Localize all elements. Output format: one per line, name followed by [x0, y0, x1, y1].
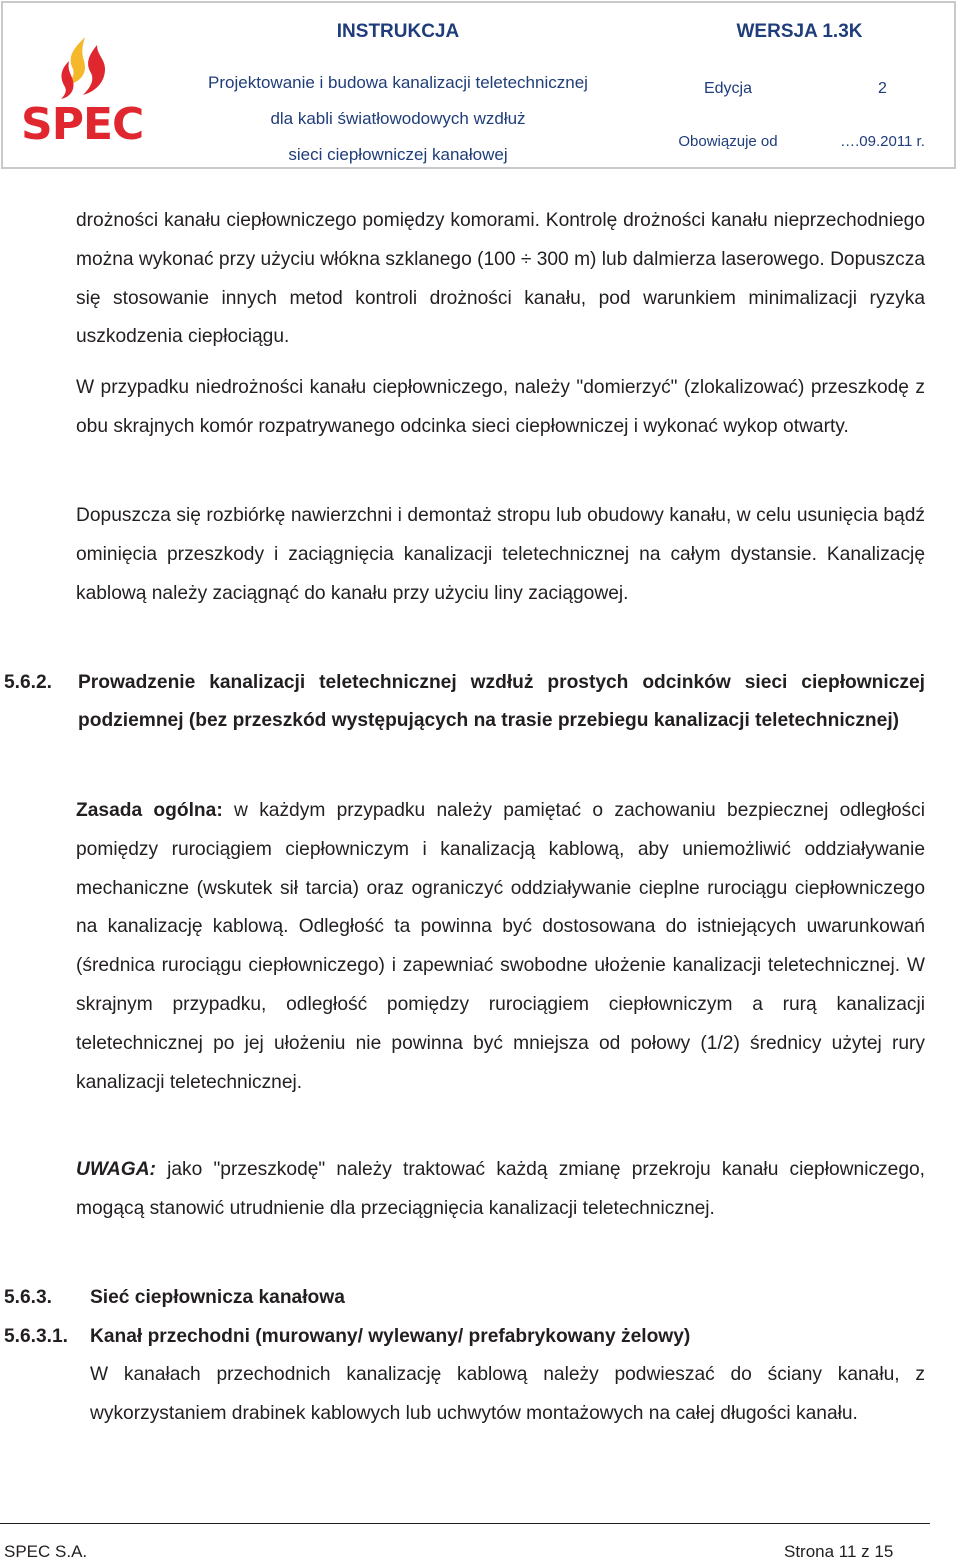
general-rule-text: w każdym przypadku należy pamiętać o zachowaniu bezpiecznej odległości pomiędzy rurociągiem ciepłowniczym i kanalizacją kablową, aby uniemożliwić oddziaływanie mechaniczne (wskutek sił tarcia) oraz ograniczyć oddziaływanie cieplne rurociągu ciepłowniczego na kanalizację kablową. Odległość ta powinna być dostosowana do istniejących uwarunkowań (średnica rurociągu ciepłowniczego) i zapewniać swobodne ułożenie kanalizacji teletechnicznej. W skrajnym przypadku, odległość pomiędzy rurociągiem ciepłowniczym a rurą kanalizacji teletechnicznej po jej ułożeniu nie powinna być mniejsza od połowy (1/2) średnicy użytej rury kanalizacji teletechnicznej. — [76, 800, 925, 1093]
valid-from-value-cell — [811, 116, 954, 167]
logo-wordmark: SPEC — [21, 99, 144, 150]
spec-logo — [15, 33, 144, 150]
paragraph-1: drożności kanału ciepłowniczego pomiędzy komorami. Kontrolę drożności kanału nieprzechodniego można wykonać przy użyciu włókna szklanego (100 ÷ 300 m) lub dalmierza laserowego. Dopuszcza się stosowanie innych metod kontroli drożności kanału, pod warunkiem minimalizacji ryzyka uszkodzenia ciepłociągu. — [76, 210, 925, 348]
section-5-6-3-1-number: 5.6.3.1. — [4, 1326, 69, 1347]
document-header — [1, 1, 956, 169]
project-title — [151, 61, 645, 173]
paragraph-3: Dopuszcza się rozbiórkę nawierzchni i demontaż stropu lub obudowy kanału, w celu usunięcia bądź ominięcia przeszkody i zaciągnięcia kanalizacji teletechnicznej na całym dystansie. Kanalizację kablową należy zaciągnąć do kanału przy użyciu liny zaciągowej. — [76, 505, 925, 604]
project-title-line-3: sieci ciepłowniczej kanałowej — [288, 145, 508, 164]
version-cell — [645, 3, 954, 61]
paragraph-2: W przypadku niedrożności kanału ciepłowniczego, należy "domierzyć" (zlokalizować) przeszkodę z obu skrajnych komór rozpatrywanego odcinka sieci ciepłowniczej i wykonać wykop otwarty. — [76, 377, 925, 437]
valid-from-label-cell — [645, 116, 811, 167]
note-paragraph — [76, 1151, 925, 1229]
edition-label-cell — [645, 61, 811, 116]
valid-from-value: ….09.2011 r. — [840, 133, 925, 150]
project-title-cell — [151, 61, 645, 167]
valid-from-label: Obowiązuje od — [678, 133, 778, 150]
paragraph-last: W kanałach przechodnich kanalizację kablową należy podwieszać do ściany kanału, z wykorzystaniem drabinek kablowych lub uchwytów montażowych na całej długości kanału. — [90, 1364, 925, 1424]
footer-divider — [0, 1523, 930, 1524]
note-text: jako "przeszkodę" należy traktować każdą zmianę przekroju kanału ciepłowniczego, mogącą stanowić utrudnienie dla przeciągnięcia kanalizacji teletechnicznej. — [76, 1159, 925, 1219]
edition-label: Edycja — [703, 79, 753, 97]
edition-value: 2 — [878, 79, 887, 97]
footer-page-number: Strona 11 z 15 — [784, 1542, 894, 1561]
doc-version: WERSJA 1.3K — [736, 21, 863, 42]
logo-cell — [3, 3, 151, 167]
doc-type: INSTRUKCJA — [336, 21, 460, 42]
project-title-line-2: dla kabli światłowodowych wzdłuż — [270, 109, 526, 128]
flame-icon — [15, 33, 139, 103]
section-5-6-3-title: Sieć ciepłownicza kanałowa — [90, 1287, 345, 1308]
general-rule-paragraph — [76, 792, 925, 1102]
edition-value-cell — [811, 61, 954, 116]
footer-company: SPEC S.A. — [4, 1542, 88, 1561]
section-5-6-3-number: 5.6.3. — [4, 1287, 53, 1308]
section-5-6-2-title: Prowadzenie kanalizacji teletechnicznej wzdłuż prostych odcinków sieci ciepłowniczej podziemnej (bez przeszkód występujących na trasie przebiegu kanalizacji teletechnicznej) — [78, 672, 925, 732]
project-title-line-1: Projektowanie i budowa kanalizacji teletechnicznej — [208, 73, 588, 92]
general-rule-label: Zasada ogólna: — [76, 800, 223, 821]
section-5-6-2-number: 5.6.2. — [4, 672, 53, 693]
note-label: UWAGA: — [76, 1159, 156, 1180]
section-5-6-3-1-title: Kanał przechodni (murowany/ wylewany/ prefabrykowany żelowy) — [90, 1326, 691, 1347]
title-cell — [151, 3, 645, 61]
